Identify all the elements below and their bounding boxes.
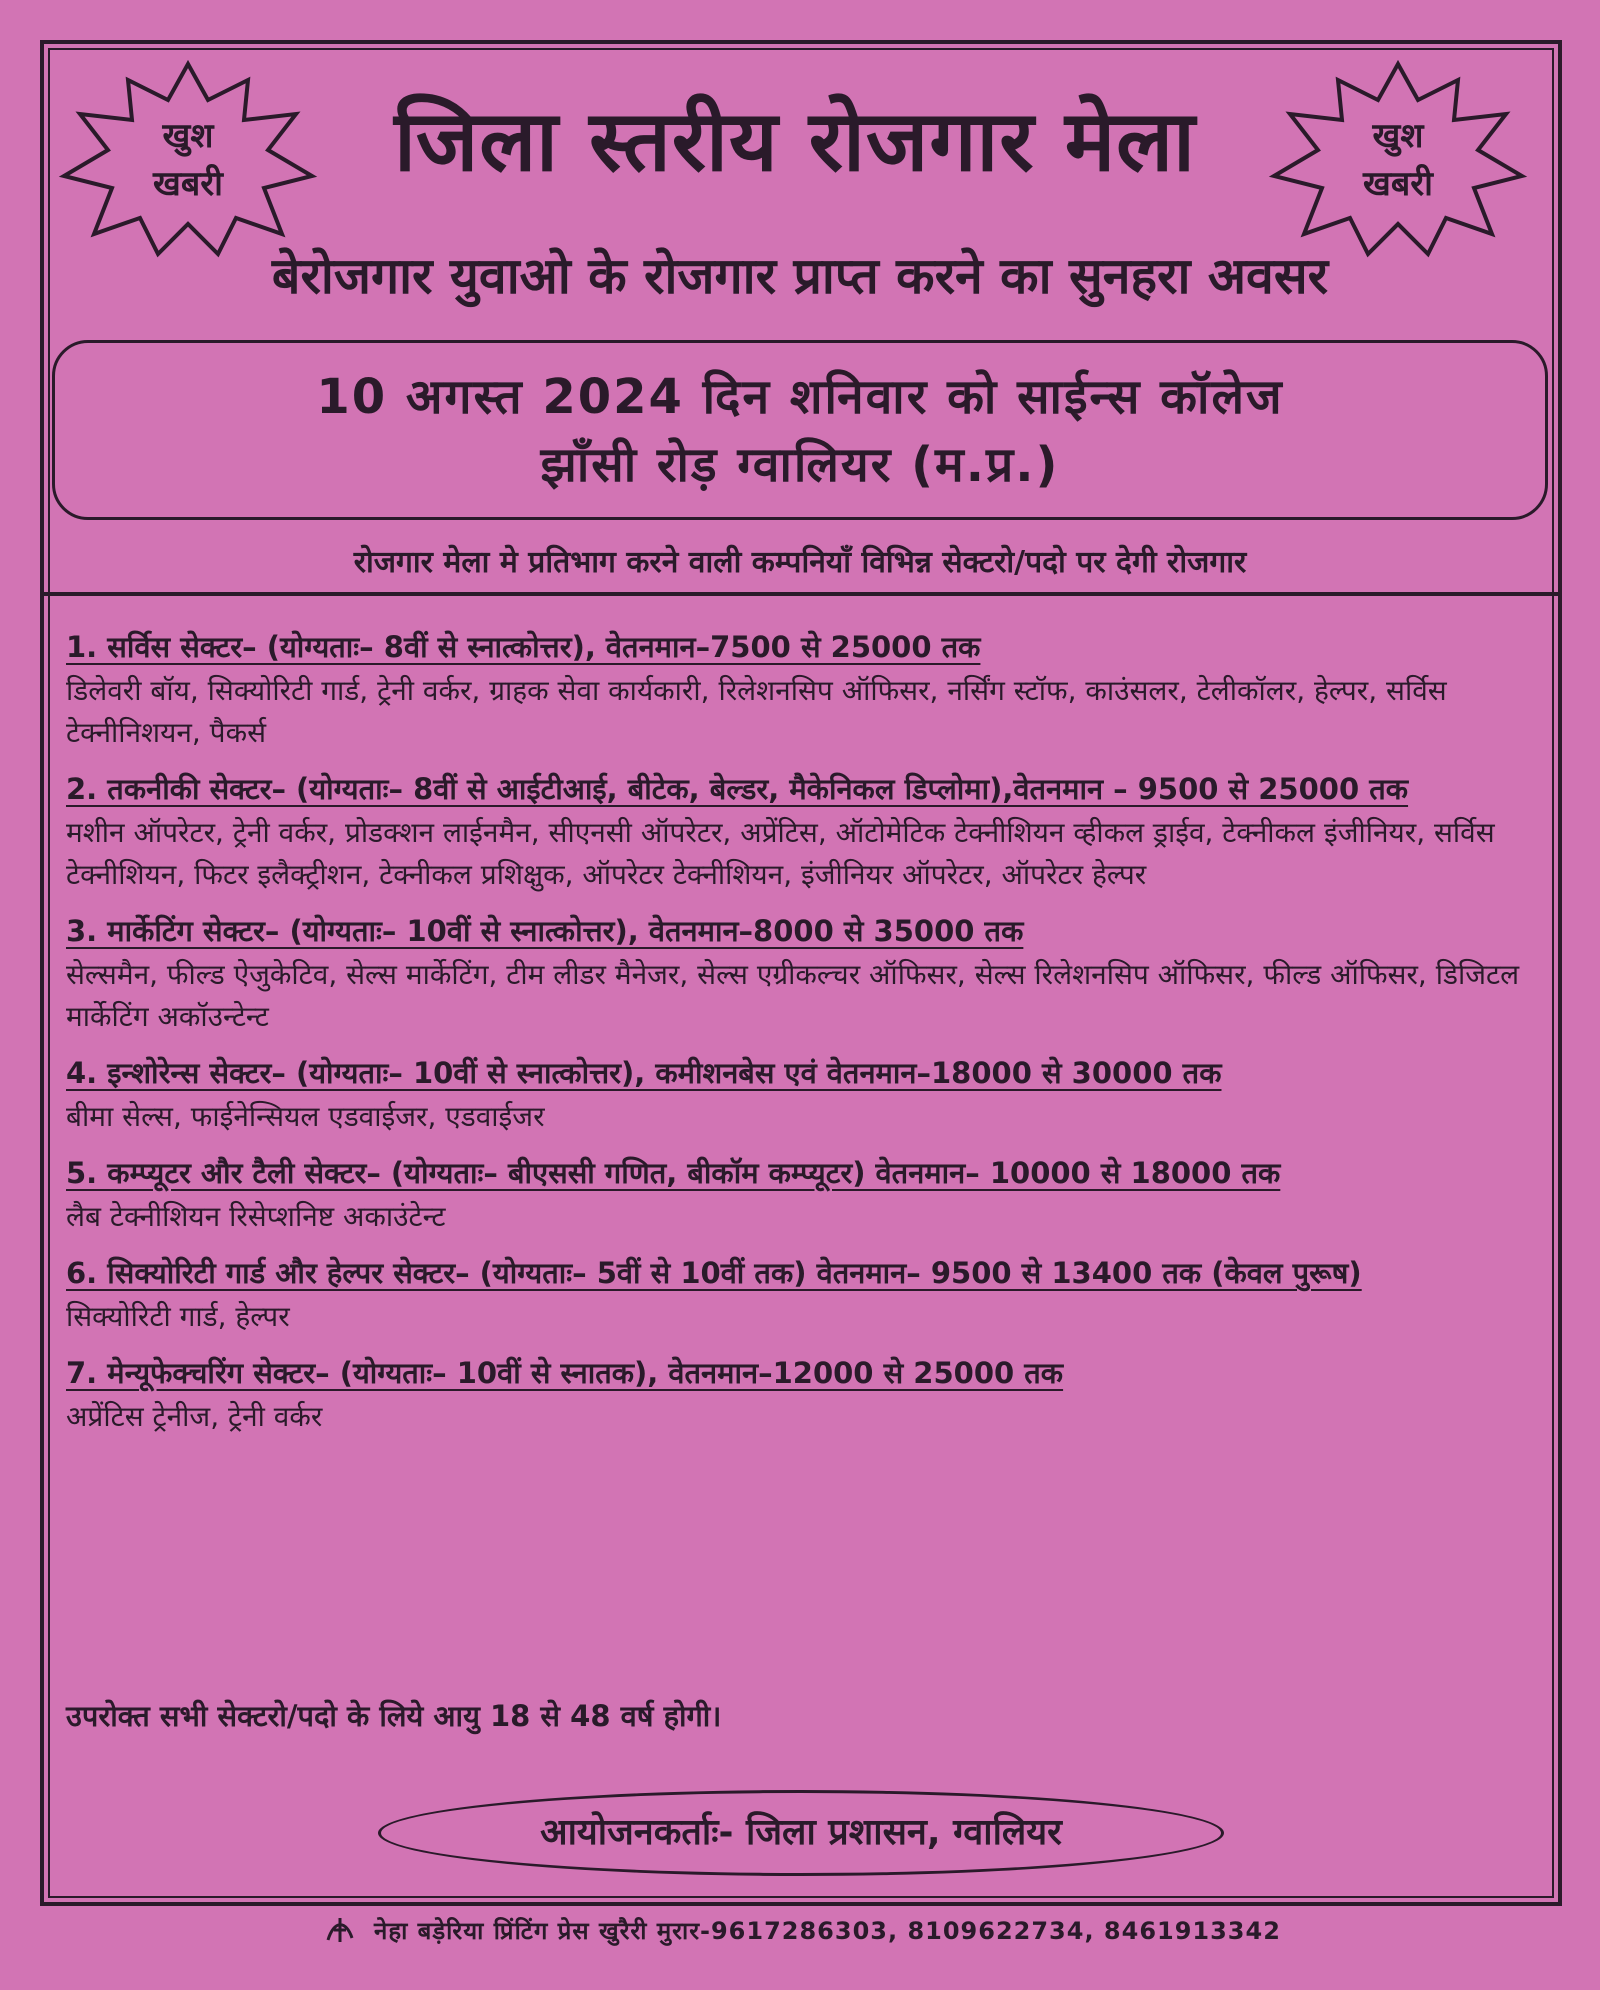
- sector-heading: 5. कम्प्यूटर और टैली सेक्टर– (योग्यताः– बीएससी गणित, बीकॉम कम्प्यूटर) वेतनमान– 10000 से 18000 तक: [66, 1156, 1281, 1190]
- printer-footer: [320, 1910, 1580, 1950]
- sector-item: [66, 1352, 1526, 1438]
- section-divider: [40, 592, 1562, 596]
- page-subtitle: बेरोजगार युवाओ के रोजगार प्राप्त करने का सुनहरा अवसर: [271, 246, 1329, 305]
- badge-left: [58, 58, 318, 258]
- sector-jobs: मशीन ऑपरेटर, ट्रेनी वर्कर, प्रोडक्शन लाईनमैन, सीएनसी ऑपरेटर, अप्रेंटिस, ऑटोमेटिक टेक्नीशियन व्हीकल ड्राईव, टेक्नीकल इंजीनियर, सर्विस टेक्नीशियन, फिटर इलैक्ट्रीशन, टेक्नीकल प्रशिक्षुक, ऑपरेटर टेक्नीशियन, इंजीनियर ऑपरेटर, ऑपरेटर हेल्पर: [66, 816, 1495, 891]
- badge-right-line1: खुश: [1372, 116, 1424, 156]
- sector-heading: 2. तकनीकी सेक्टर– (योग्यताः– 8वीं से आईटीआई, बीटेक, बेल्डर, मैकेनिकल डिप्लोमा),वेतनमान – 9500 से 25000 तक: [66, 772, 1409, 806]
- sector-heading: 3. मार्केटिंग सेक्टर– (योग्यताः– 10वीं से स्नात्कोत्तर), वेतनमान–8000 से 35000 तक: [66, 914, 1024, 948]
- badge-right-line2: खबरी: [1363, 164, 1433, 204]
- press-logo-icon: [320, 1910, 360, 1950]
- venue-box: [52, 340, 1548, 520]
- badge-right: [1268, 58, 1528, 258]
- sector-heading: 6. सिक्योरिटी गार्ड और हेल्पर सेक्टर– (योग्यताः– 5वीं से 10वीं तक) वेतनमान– 9500 से 13400 तक (केवल पुरूष): [66, 1256, 1362, 1290]
- sector-heading: 7. मेन्यूफेक्चरिंग सेक्टर– (योग्यताः– 10वीं से स्नातक), वेतनमान–12000 से 25000 तक: [66, 1356, 1064, 1390]
- venue-date-line: 10 अगस्त 2024 दिन शनिवार को साईन्स कॉलेज: [316, 369, 1284, 425]
- sector-jobs: सिक्योरिटी गार्ड, हेल्पर: [66, 1300, 290, 1333]
- sector-item: [66, 1052, 1526, 1138]
- age-note: उपरोक्त सभी सेक्टरो/पदो के लिये आयु 18 से 48 वर्ष होगी।: [66, 1699, 722, 1733]
- sector-heading: 1. सर्विस सेक्टर– (योग्यताः– 8वीं से स्नात्कोत्तर), वेतनमान–7500 से 25000 तक: [66, 630, 981, 664]
- organizer-oval: [378, 1790, 1224, 1876]
- sector-jobs: लैब टेक्नीशियन रिसेप्शनिष्ट अकाउंटेन्ट: [66, 1200, 446, 1233]
- sector-item: [66, 768, 1526, 896]
- sector-jobs: अप्रेंटिस ट्रेनीज, ट्रेनी वर्कर: [66, 1400, 323, 1433]
- sector-item: [66, 626, 1526, 754]
- sector-jobs: सेल्समैन, फील्ड ऐजुकेटिव, सेल्स मार्केटिंग, टीम लीडर मैनेजर, सेल्स एग्रीकल्चर ऑफिसर, सेल्स रिलेशनसिप ऑफिसर, फील्ड ऑफिसर, डिजिटल मार्केटिंग अकॉउन्टेन्ट: [66, 958, 1520, 1033]
- badge-left-line1: खुश: [162, 116, 214, 156]
- sector-list: [66, 626, 1526, 1452]
- sector-item: [66, 1252, 1526, 1338]
- venue-address-line: झाँसी रोड़ ग्वालियर (म.प्र.): [540, 437, 1060, 493]
- footer-text: नेहा बड़ेरिया प्रिंटिंग प्रेस खुरैरी मुरार-9617286303, 8109622734, 8461913342: [374, 1916, 1281, 1945]
- intro-text: रोजगार मेला मे प्रतिभाग करने वाली कम्पनियाँ विभिन्न सेक्टरो/पदो पर देगी रोजगार: [353, 545, 1247, 580]
- page-title: जिला स्तरीय रोजगार मेला: [394, 91, 1196, 190]
- sector-jobs: बीमा सेल्स, फाईनेन्सियल एडवाईजर, एडवाईजर: [66, 1100, 545, 1133]
- sector-item: [66, 1152, 1526, 1238]
- sector-item: [66, 910, 1526, 1038]
- sector-jobs: डिलेवरी बॉय, सिक्योरिटी गार्ड, ट्रेनी वर्कर, ग्राहक सेवा कार्यकारी, रिलेशनसिप ऑफिसर, नर्सिंग स्टॉफ, काउंसलर, टेलीकॉलर, हेल्पर, सर्विस टेक्नीनिशयन, पैकर्स: [66, 674, 1447, 749]
- badge-left-line2: खबरी: [153, 164, 223, 204]
- organizer-text: आयोजनकर्ताः- जिला प्रशासन, ग्वालियर: [540, 1812, 1062, 1853]
- sector-heading: 4. इन्शोरेन्स सेक्टर– (योग्यताः– 10वीं से स्नात्कोत्तर), कमीशनबेस एवं वेतनमान–18000 से 30000 तक: [66, 1056, 1222, 1090]
